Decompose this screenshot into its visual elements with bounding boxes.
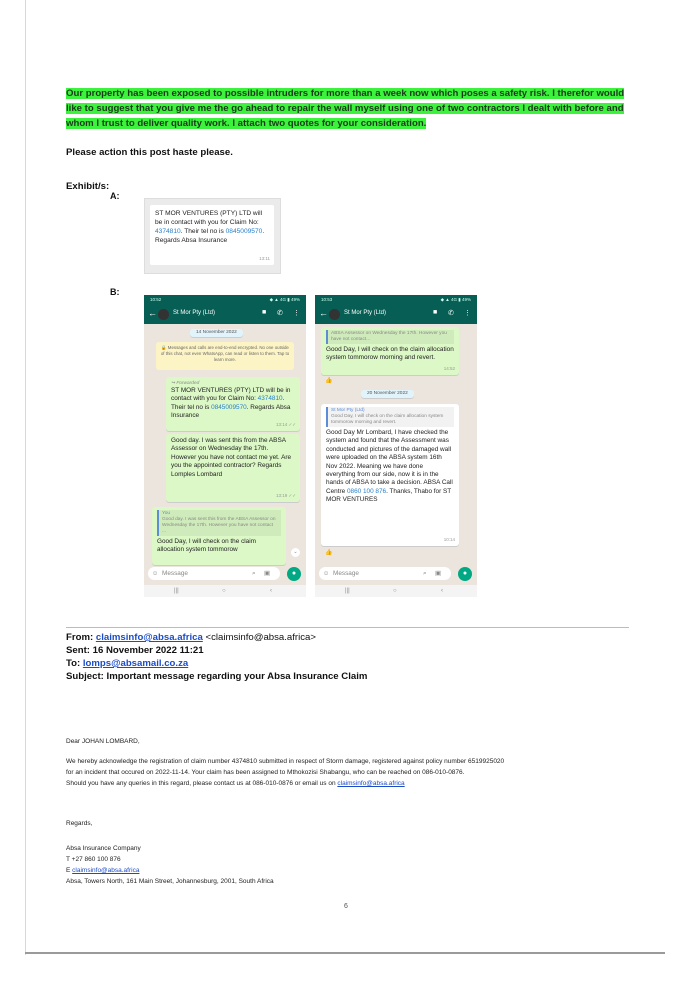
message-input[interactable] [319, 567, 451, 580]
quoted-message: You Good day. I was sent this from the ABSA Assessor on Wednesday the 17th. However you have not contact ... [157, 510, 281, 536]
email-header [66, 631, 367, 683]
reply-message: ABSA Assessor on Wednesday the 17th. However you have not contact... Good Day, I will check on the claim allocation system tommorow morning and revert. 14:52 [321, 327, 459, 375]
microphone-icon[interactable]: ● [458, 567, 472, 581]
voice-call-icon: ✆ [277, 310, 283, 317]
claim-number-link: 4374810 [155, 228, 181, 235]
contact-avatar [158, 309, 169, 320]
more-options-icon: ⋮ [464, 310, 471, 317]
back-arrow-icon: ← [148, 308, 157, 318]
status-time: 10:53 [321, 297, 333, 302]
nav-back-icon[interactable]: ‹ [441, 588, 443, 594]
android-nav-bar [144, 585, 306, 597]
message-time: 13:19 ✓✓ [275, 492, 296, 498]
reaction-emoji: 👍 [325, 378, 333, 384]
quoted-message: St Mor Pty (Ltd) Good Day, I will check on the claim allocation system tommorow morning and revert. [326, 407, 454, 427]
from-address-link[interactable]: claimsinfo@absa.africa [95, 632, 203, 643]
chat-header [315, 305, 477, 324]
video-call-icon: ■ [262, 309, 267, 316]
page-number: 6 [344, 903, 348, 910]
exhibit-b-label: B: [110, 287, 120, 297]
scroll-down-icon[interactable]: ⌄ [291, 548, 300, 557]
recent-apps-icon[interactable]: ||| [345, 588, 350, 594]
to-address-link[interactable]: lomps@absamail.co.za [82, 658, 189, 669]
nav-back-icon[interactable]: ‹ [270, 588, 272, 594]
sms-message-bubble: ST MOR VENTURES (PTY) LTD will be in contact with you for Claim No: 4374810. Their tel no is 0845009570. Regards Absa Insurance 13:11 [150, 205, 274, 265]
home-icon[interactable]: ○ [393, 588, 397, 594]
phone-number-link: 0845009570 [225, 228, 263, 235]
call-centre-number-link: 0860 100 876 [346, 487, 387, 495]
video-call-icon: ■ [433, 309, 438, 316]
action-request: Please action this post haste please. [66, 147, 233, 158]
voice-call-icon: ✆ [448, 310, 454, 317]
contact-name: St Mor Pty (Ltd) [173, 310, 216, 316]
attach-icon[interactable]: ⌕ [252, 570, 256, 577]
date-pill: 20 November 2022 [361, 390, 414, 398]
email-from-line: From: claimsinfo@absa.africa <claimsinfo@absa.africa> [66, 632, 316, 643]
back-arrow-icon: ← [319, 308, 328, 318]
outgoing-message: Good day. I was sent this from the ABSA Assessor on Wednesday the 17th. However you have not contact me yet. Are you the appointed contractor? Regards Lomples Lombard 13:19 ✓✓ [166, 434, 300, 502]
message-input[interactable] [148, 567, 280, 580]
email-paragraph: We hereby acknowledge the registration of claim number 4374810 submitted in respect of Storm damage, registered against policy number 6519925020 for an incident that occured on 2022-11-14. Your claim has been assigned to Mthokozisi Shabangu, who can be reached on 086-010-0876. Should you have any queries in this regard, please contact us at 086-010-0876 or email us on claimsinfo@absa.africa [66, 758, 505, 787]
emoji-icon[interactable]: ☺ [323, 570, 330, 577]
email-subject-line: Subject: Important message regarding your Absa Insurance Claim [66, 671, 368, 682]
status-time: 10:52 [150, 297, 162, 302]
attach-icon[interactable]: ⌕ [423, 570, 427, 577]
forwarded-label: ↪ Forwarded [171, 381, 200, 386]
contact-avatar [329, 309, 340, 320]
forwarded-message: ↪ Forwarded ST MOR VENTURES (PTY) LTD will be in contact with you for Claim No: 4374810. Their tel no is 0845009570. Regards Absa Insurance 13:14 ✓✓ [166, 377, 300, 431]
exhibit-a-screenshot [144, 198, 281, 274]
microphone-icon[interactable]: ● [287, 567, 301, 581]
page-bottom-rule [25, 952, 665, 954]
camera-icon[interactable]: ▣ [435, 570, 442, 577]
message-placeholder: Message [162, 570, 188, 577]
email-signature: Absa Insurance Company T +27 860 100 876 E claimsinfo@absa.africa Absa, Towers North, 161 Main Street, Johannesburg, 2001, South Africa [66, 845, 274, 885]
exhibits-heading: Exhibit/s: [66, 181, 110, 192]
emoji-icon[interactable]: ☺ [152, 570, 159, 577]
claims-email-link[interactable]: claimsinfo@absa.africa [337, 780, 405, 787]
message-time: 13:11 [259, 256, 270, 261]
date-pill: 14 November 2022 [190, 329, 243, 337]
email-separator [66, 627, 629, 628]
status-bar [315, 295, 477, 305]
message-placeholder: Message [333, 570, 359, 577]
android-nav-bar [315, 585, 477, 597]
claim-number-link: 4374810 [257, 395, 283, 403]
recent-apps-icon[interactable]: ||| [174, 588, 179, 594]
quoted-message: ABSA Assessor on Wednesday the 17th. However you have not contact... [326, 330, 454, 344]
incoming-message: St Mor Pty (Ltd) Good Day, I will check on the claim allocation system tommorow morning and revert. Good Day Mr Lombard, I have checked the system and found that the Assessment was conducted and pictures of the damaged wall were uploaded on the ABSA system 16th Nov 2022. Meaning we have done everything from our side, now it is in the hands of ABSA to take a decision. ABSA Call Centre 0860 100 876. Thanks, Thabo for ST MOR VENTURES 10:14 [321, 404, 459, 546]
whatsapp-screenshot-right [315, 295, 477, 597]
intro-paragraph [66, 86, 631, 131]
email-salutation: Dear JOHAN LOMBARD, [66, 738, 140, 745]
status-icons: ◆ ▲ 4G ▮ 49% [269, 297, 300, 302]
from-address-angle: <claimsinfo@absa.africa> [205, 632, 316, 643]
message-time: 10:14 [443, 536, 455, 542]
contact-name: St Mor Pty (Ltd) [344, 310, 387, 316]
encryption-notice: 🔒 Messages and calls are end-to-end encrypted. No one outside of this chat, not even WhatsApp, can read or listen to them. Tap to learn more. [156, 342, 294, 370]
exhibit-a-label: A: [110, 191, 120, 201]
home-icon[interactable]: ○ [222, 588, 226, 594]
signature-email-link[interactable]: claimsinfo@absa.africa [72, 867, 140, 874]
phone-number-link: 0845009570 [211, 403, 247, 411]
more-options-icon: ⋮ [293, 310, 300, 317]
reaction-emoji: 👍 [325, 550, 333, 556]
status-icons: ◆ ▲ 4G ▮ 49% [440, 297, 471, 302]
email-sent-line: Sent: 16 November 2022 11:21 [66, 645, 204, 656]
message-time: 13:14 ✓✓ [275, 421, 296, 427]
page-left-edge [25, 0, 26, 955]
camera-icon[interactable]: ▣ [264, 570, 271, 577]
message-time: 14:52 [443, 365, 455, 371]
email-regards: Regards, [66, 820, 93, 827]
email-to-line: To: lomps@absamail.co.za [66, 658, 189, 669]
whatsapp-screenshot-left [144, 295, 306, 597]
highlighted-text: Our property has been exposed to possible intruders for more than a week now which poses a safety risk. I therefor would like to suggest that you give me the go ahead to repair the wall myself using one of two contractors I dealt with before and whom I trust to deliver quality work. I attach two quotes for your consideration. [66, 88, 625, 129]
status-bar [144, 295, 306, 305]
reply-message: You Good day. I was sent this from the ABSA Assessor on Wednesday the 17th. However you have not contact ... Good Day, I will check on the claim allocation system tommorow [152, 507, 286, 565]
chat-header [144, 305, 306, 324]
